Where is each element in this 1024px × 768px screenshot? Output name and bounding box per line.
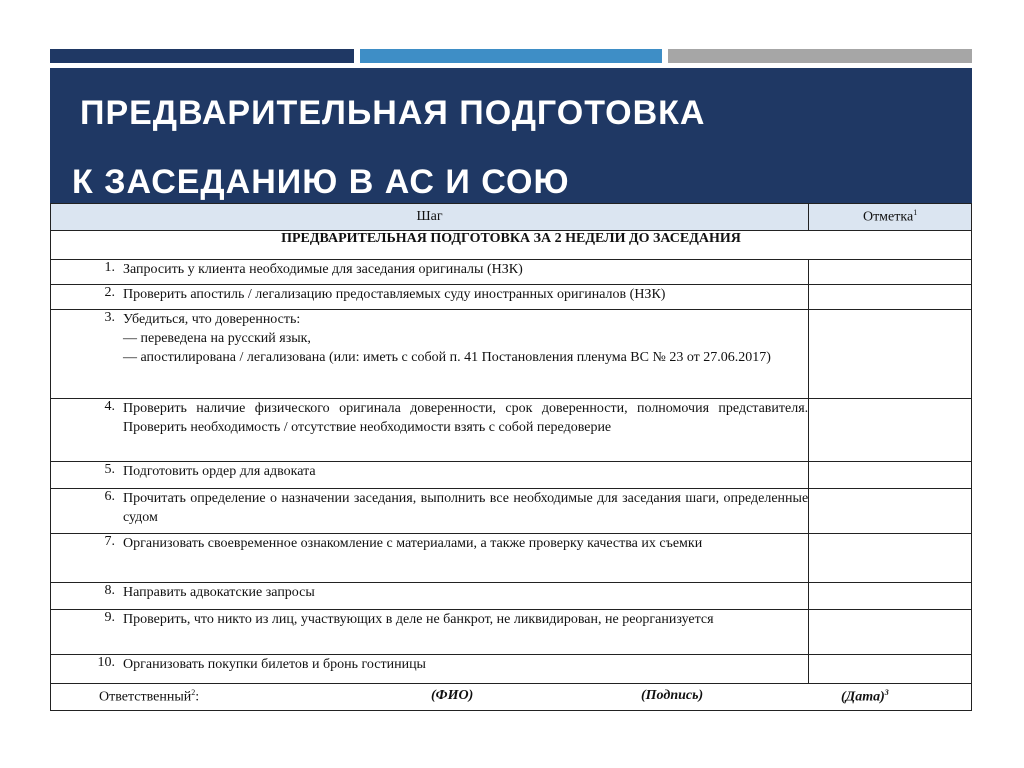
- step-cell: [51, 655, 809, 684]
- step-text: [123, 310, 808, 367]
- step-text: [123, 399, 808, 437]
- table-row: [51, 310, 972, 399]
- table-row: [51, 655, 972, 684]
- footer-row: [51, 684, 972, 711]
- title-banner: [50, 68, 972, 203]
- step-number: 7.: [104, 534, 115, 549]
- step-number: 1.: [104, 260, 115, 275]
- step-cell: [51, 583, 809, 610]
- mark-checkbox-cell[interactable]: [809, 285, 972, 310]
- table-header-row: [51, 204, 972, 231]
- mark-checkbox-cell[interactable]: [809, 583, 972, 610]
- mark-checkbox-cell[interactable]: [809, 260, 972, 285]
- checklist-table: [50, 203, 972, 711]
- table-row: [51, 583, 972, 610]
- mark-checkbox-cell[interactable]: [809, 489, 972, 534]
- mark-checkbox-cell[interactable]: [809, 610, 972, 655]
- step-text-line: Организовать своевременное ознакомление с материалами, а также проверку качества их съемки: [123, 536, 703, 551]
- mark-checkbox-cell[interactable]: [809, 462, 972, 489]
- page-title-line-2: К ЗАСЕДАНИЮ В АС И СОЮ: [72, 163, 570, 201]
- step-text-line: Прочитать определение о назначении заседания, выполнить все необходимые для заседания шаги, определенные судом: [123, 491, 809, 525]
- step-text-line: Проверить апостиль / легализацию предоставляемых суду иностранных оригиналов (НЗК): [123, 287, 666, 302]
- step-text-line: — апостилирована / легализована (или: иметь с собой п. 41 Постановления пленума ВС № 23 от 27.06.2017): [123, 350, 771, 365]
- step-text-line: Подготовить ордер для адвоката: [123, 464, 316, 479]
- mark-checkbox-cell[interactable]: [809, 310, 972, 399]
- signature-label: (Подпись): [641, 688, 704, 703]
- table-row: [51, 260, 972, 285]
- step-text-line: Организовать покупки билетов и бронь гостиницы: [123, 657, 426, 672]
- step-number: 2.: [104, 285, 115, 300]
- page-title-line-1: ПРЕДВАРИТЕЛЬНАЯ ПОДГОТОВКА: [80, 94, 706, 132]
- step-number: 10.: [97, 655, 115, 670]
- step-text: [123, 610, 808, 629]
- mark-checkbox-cell[interactable]: [809, 534, 972, 583]
- mark-checkbox-cell[interactable]: [809, 399, 972, 462]
- step-cell: [51, 260, 809, 285]
- mark-checkbox-cell[interactable]: [809, 655, 972, 684]
- responsible-label: Ответственный$^2$:: [99, 688, 200, 705]
- step-text-line: Убедиться, что доверенность:: [123, 312, 301, 327]
- header-step: Шаг: [51, 204, 809, 231]
- step-text-line: Направить адвокатские запросы: [123, 585, 315, 600]
- step-cell: [51, 285, 809, 310]
- accent-bar-gray: [668, 49, 972, 63]
- step-text-line: Проверить наличие физического оригинала доверенности, срок доверенности, полномочия представителя. Проверить необходимость / отсутствие необходимости взять с собой передоверие: [123, 401, 809, 435]
- step-number: 3.: [104, 310, 115, 325]
- step-cell: [51, 489, 809, 534]
- table-row: [51, 285, 972, 310]
- table-row: [51, 489, 972, 534]
- section-title: ПРЕДВАРИТЕЛЬНАЯ ПОДГОТОВКА ЗА 2 НЕДЕЛИ ДО ЗАСЕДАНИЯ: [51, 231, 972, 260]
- step-text: [123, 583, 808, 602]
- step-cell: [51, 462, 809, 489]
- table-row: [51, 399, 972, 462]
- step-text: [123, 534, 808, 553]
- step-text: [123, 489, 808, 527]
- step-number: 9.: [104, 610, 115, 625]
- step-text: [123, 655, 808, 674]
- step-text-line: — переведена на русский язык,: [123, 331, 311, 346]
- step-cell: [51, 399, 809, 462]
- step-text: [123, 285, 808, 304]
- step-text: [123, 462, 808, 481]
- step-number: 4.: [104, 399, 115, 414]
- step-number: 6.: [104, 489, 115, 504]
- step-number: 8.: [104, 583, 115, 598]
- step-number: 5.: [104, 462, 115, 477]
- accent-bar-blue: [360, 49, 662, 63]
- header-mark: Отметка$^1$: [809, 204, 972, 231]
- table-row: [51, 534, 972, 583]
- table-row: [51, 462, 972, 489]
- fio-label: (ФИО): [431, 688, 474, 703]
- accent-bar-dark: [50, 49, 354, 63]
- step-cell: [51, 534, 809, 583]
- date-label: (Дата)$^3$: [841, 688, 889, 705]
- table-row: [51, 610, 972, 655]
- step-text-line: Проверить, что никто из лиц, участвующих в деле не банкрот, не ликвидирован, не реорганизуется: [123, 612, 714, 627]
- step-text: [123, 260, 808, 279]
- step-text-line: Запросить у клиента необходимые для заседания оригиналы (НЗК): [123, 262, 523, 277]
- step-cell: [51, 610, 809, 655]
- step-cell: [51, 310, 809, 399]
- section-row: [51, 231, 972, 260]
